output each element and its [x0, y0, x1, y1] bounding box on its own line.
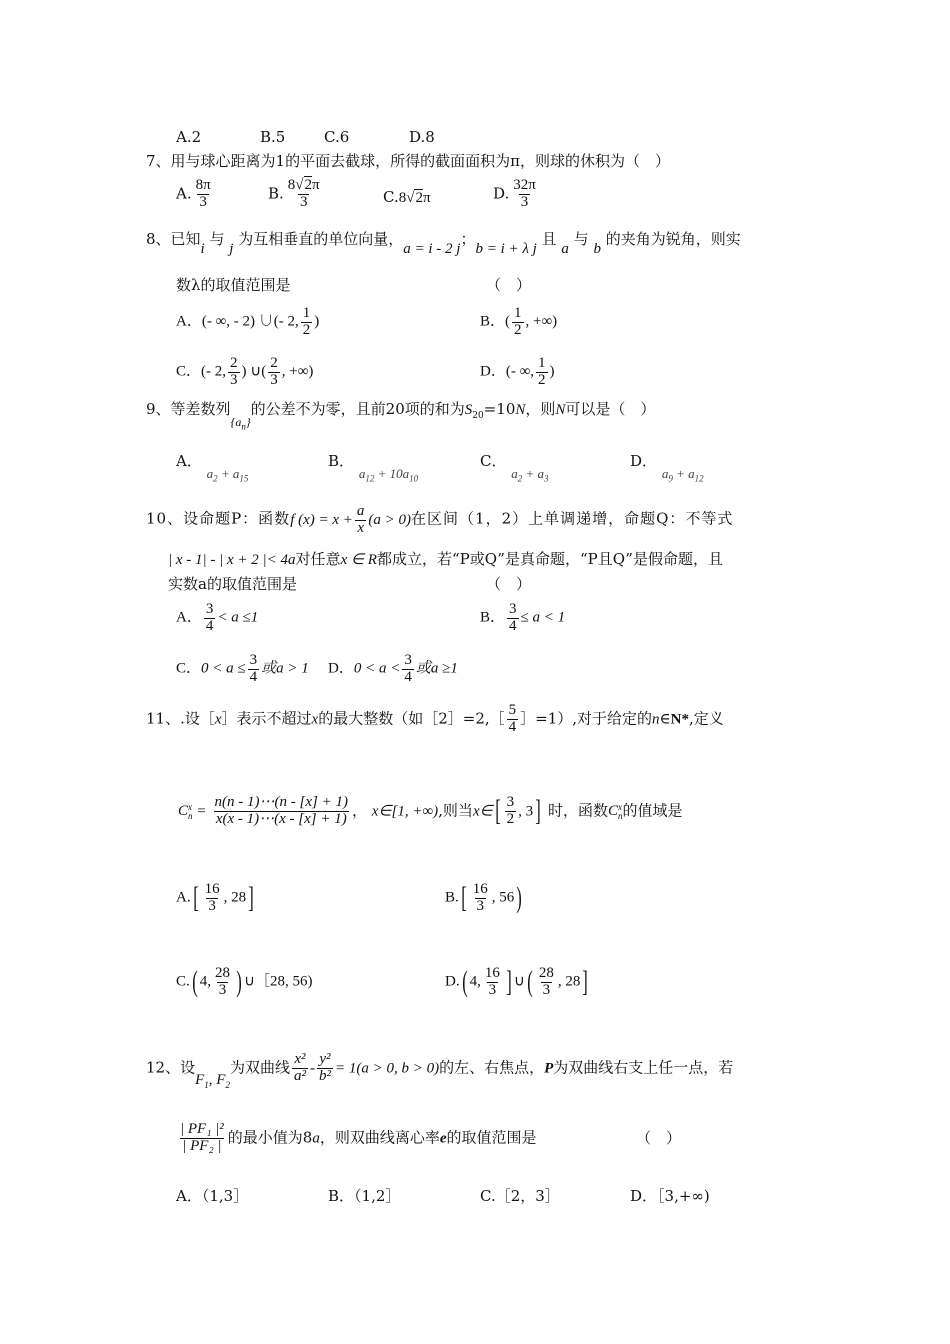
- q7-b-denominator: 3: [299, 193, 308, 210]
- q11-option-b: B.[ $\frac{16}{3}$ , 56): [445, 881, 523, 915]
- q8-option-d: D．(- ∞, $\frac{1}{2}$ ): [480, 355, 555, 388]
- q12-option-a: A．（1,3］: [176, 1187, 249, 1205]
- q9-option-d: D． $a_9 + a_{12}$: [630, 452, 704, 484]
- q8-option-a: A．(- ∞, - 2) ∪(- 2, $\frac{1}{2}$ ): [176, 305, 320, 338]
- q11-option-a: A.[ $\frac{16}{3}$ , 28]: [176, 881, 254, 915]
- q6-option-a: A.2: [176, 128, 202, 146]
- q9-stem: 9、等差数列$_{\{a_n\}}$的公差不为零，且前20项的和为$S_{20}=10N$，则N可以是（ ）: [146, 400, 656, 432]
- q11-option-c: C.( 4, $\frac{28}{3}$ ) ∪［28, 56): [176, 965, 313, 999]
- q12-option-d: D．［3,+∞): [630, 1187, 710, 1205]
- q8-answer-paren: （ ）: [486, 276, 532, 294]
- q7-label-d: D.: [493, 184, 510, 203]
- q6-option-b: B.5: [260, 128, 286, 146]
- q12-stem-line1: 12、设$F_1$, $F_2$为双曲线 $\frac{\text{x²}}{\text{a²}}$ - $\frac{\text{y²}}{\text{b²}}$ = 1(a > 0, b > 0)的左、右焦点，P为双曲线右支上任一点，若: [146, 1051, 734, 1091]
- q12-option-c: C.［2，3］: [480, 1187, 560, 1205]
- q7-d-denominator: 3: [520, 193, 529, 210]
- q10-stem-line3: 实数a的取值范围是: [168, 575, 297, 593]
- q6-option-c: C.6: [324, 128, 350, 146]
- q9-option-b: B． $a_{12} + 10a_{10}$: [328, 452, 419, 484]
- q10-option-a: A． $\frac{3}{4}$ < a ≤1: [176, 601, 259, 634]
- q12-stem-line2: $\frac{\text{| PF₁ |²}}{\text{| PF₂ |}}$ 的最小值为8a，则双曲线离心率e的取值范围是: [180, 1121, 537, 1154]
- q7-b-numerator: 8√2π: [287, 177, 320, 193]
- q7-label-c: C.: [383, 188, 399, 206]
- q12-answer-paren: （ ）: [636, 1129, 682, 1147]
- q12-option-b: B．（1,2］: [328, 1187, 401, 1205]
- q8-option-b: B．( $\frac{1}{2}$ , +∞): [480, 305, 558, 338]
- q11-definition-line: C x n = $\frac{n(n - 1)\cdots(n - [x] + 1)}{x(x - 1)\cdots(x - [x] + 1)}$ ， x∈[1, +∞),则当x∈[ $\frac{3}{2}$ , 3] 时，函数C x n 的值域是: [178, 794, 683, 828]
- q7-d-numerator: 32π: [513, 177, 536, 193]
- q10-option-d: D．0 < a < $\frac{3}{4}$ 或a ≥1: [328, 652, 458, 685]
- q8-option-c: C．(- 2, $\frac{2}{3}$ ) ∪( $\frac{2}{3}$ , +∞): [176, 355, 314, 388]
- q10-answer-paren: （ ）: [486, 575, 532, 593]
- q7-option-a: [176, 178, 215, 211]
- q10-option-b: B． $\frac{3}{4}$ ≤ a < 1: [480, 601, 566, 634]
- q8-stem-line2: 数λ的取值范围是: [176, 276, 291, 294]
- q7-stem: 7、用与球心距离为1的平面去截球，所得的截面面积为π，则球的休积为（ ）: [146, 152, 670, 170]
- q7-a-denominator: 3: [199, 193, 207, 210]
- q7-a-numerator: 8π: [195, 177, 211, 193]
- q10-stem-line1: 10、设命题P：函数f (x) = x + $\frac{a}{x}$ (a > 0)在区间（1，2）上单调递增，命题Q：不等式: [146, 503, 734, 536]
- q7-option-d: [493, 178, 540, 211]
- q7-label-a: A.: [176, 184, 192, 203]
- q8-stem-line1: 8、已知i 与 j 为互相垂直的单位向量，a = i - 2 j；b = i + λ j 且 a 与 b 的夹角为锐角，则实: [146, 230, 741, 257]
- q9-option-a: A． $a_2 + a_{15}$: [176, 452, 249, 484]
- q6-option-d: D.8: [409, 128, 435, 146]
- q7-c-expression: 8√2π: [398, 190, 431, 206]
- q11-stem-line1: 11、.设［x］表示不超过x的最大整数（如［2］=2,［ $\frac{5}{4}$ ］=1）,对于给定的n∈N*,定义: [146, 702, 724, 735]
- q7-option-c: [383, 190, 431, 206]
- q7-label-b: B.: [268, 184, 284, 203]
- q7-option-b: [268, 178, 324, 211]
- q10-stem-line2: | x - 1| - | x + 2 |< 4a对任意x ∈ R都成立，若“P或Q”是真命题，“P且Q”是假命题，且: [168, 550, 723, 568]
- q11-option-d: D.( 4, $\frac{16}{3}$ ] ∪( $\frac{28}{3}$ , 28]: [445, 965, 589, 999]
- q10-option-c: C．0 < a ≤ $\frac{3}{4}$ 或a > 1: [176, 652, 309, 685]
- q9-option-c: C． $a_2 + a_3$: [480, 452, 549, 484]
